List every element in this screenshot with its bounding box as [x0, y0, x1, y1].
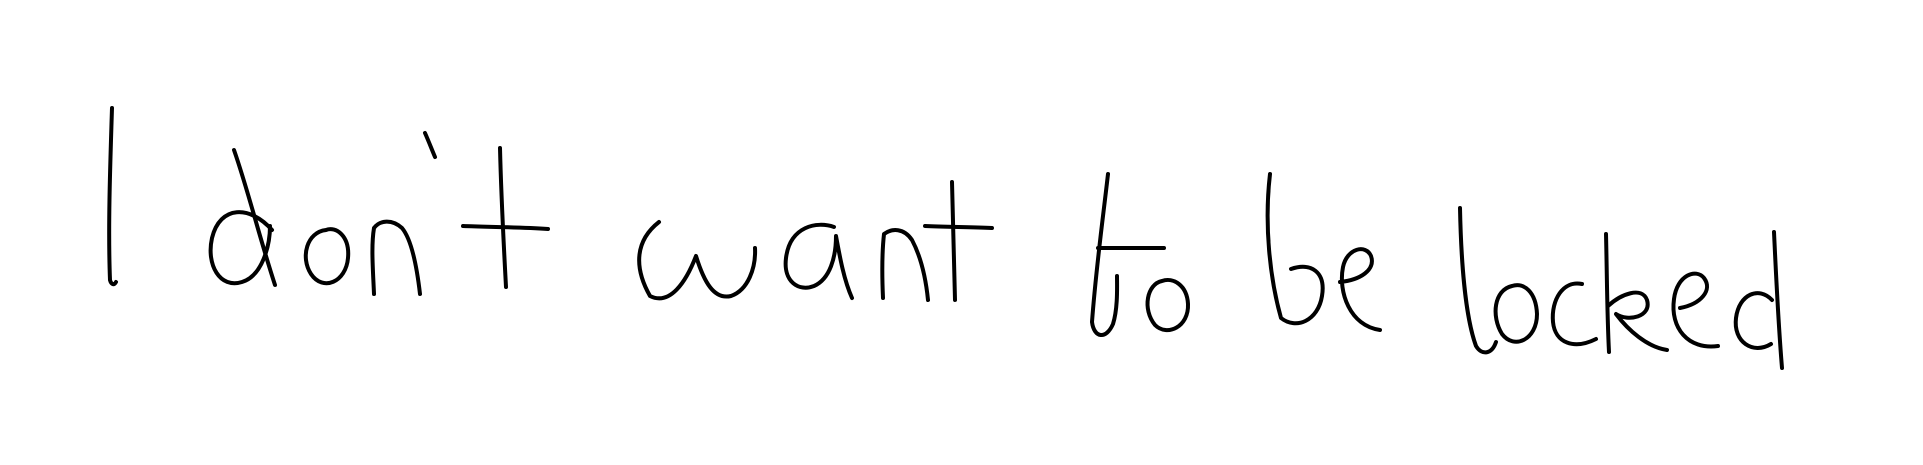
glyph-apostrophe: [425, 133, 435, 157]
glyph-e-1: [1340, 249, 1380, 330]
glyph-a: [786, 225, 852, 298]
handwriting-strokes: [109, 108, 1782, 368]
glyph-l: [1460, 208, 1496, 352]
glyph-t-1-cross: [463, 226, 548, 229]
glyph-o-3: [1496, 285, 1537, 342]
glyph-t-1-stem: [500, 148, 506, 287]
glyph-t-2-stem: [952, 182, 955, 300]
glyph-d-stem: [234, 150, 275, 285]
glyph-t-3: [1092, 174, 1117, 335]
glyph-b: [1268, 174, 1323, 323]
glyph-d-2-bowl: [1736, 293, 1772, 348]
glyph-c: [1553, 283, 1596, 344]
glyph-o-2: [1148, 280, 1189, 330]
glyph-e-2: [1673, 274, 1718, 347]
glyph-n: [372, 222, 420, 294]
glyph-k-arm: [1608, 293, 1667, 350]
glyph-d-2-stem: [1774, 232, 1782, 368]
glyph-n-2: [882, 230, 928, 300]
glyph-t-2-cross: [925, 226, 992, 228]
glyph-w: [639, 222, 755, 298]
glyph-k-stem: [1606, 234, 1609, 352]
glyph-o-1: [306, 229, 348, 283]
glyph-I: [109, 108, 116, 284]
